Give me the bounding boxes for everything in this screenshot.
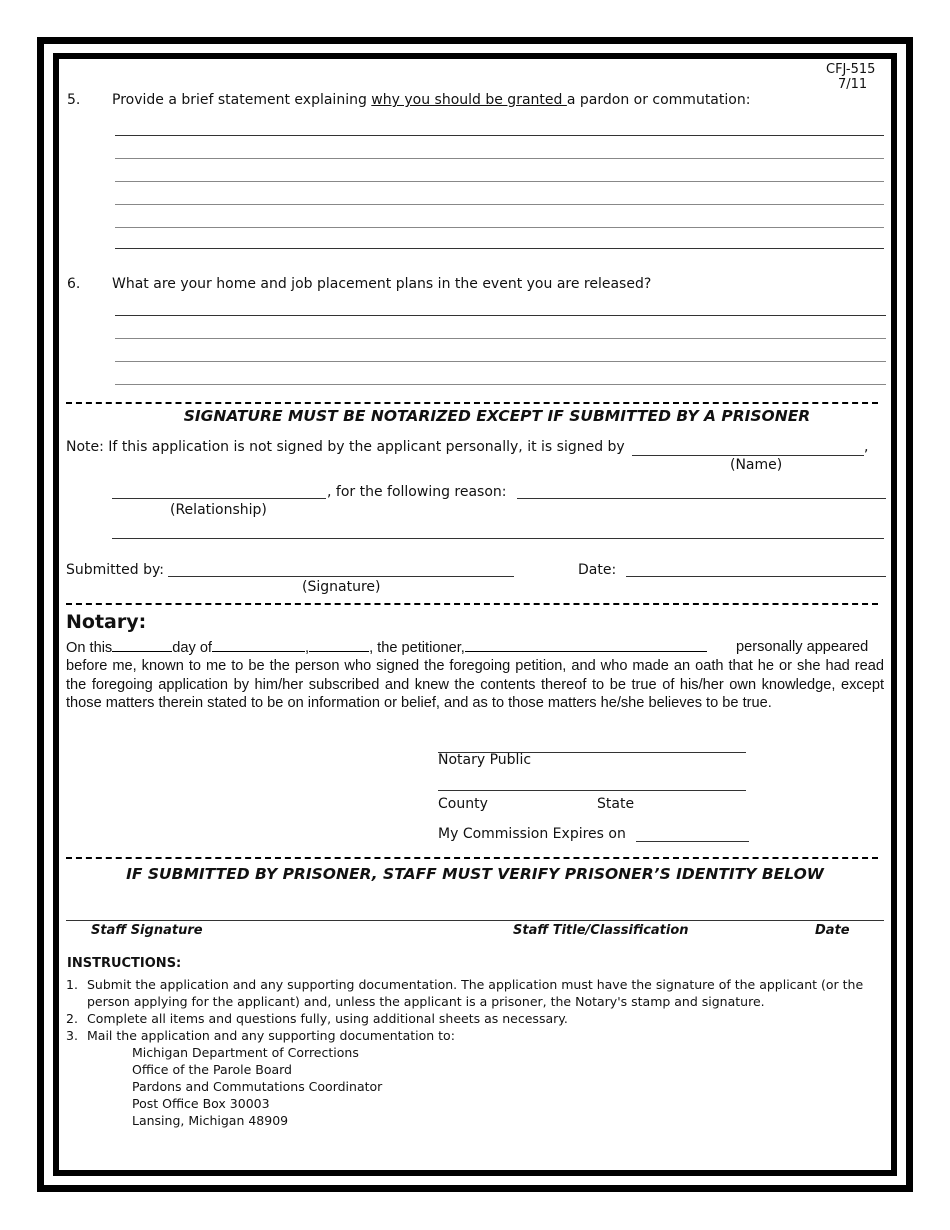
date-label: Date:: [578, 562, 617, 578]
day-of-text: day of: [172, 640, 212, 656]
instruction-number: 3.: [66, 1028, 78, 1043]
address-line: Michigan Department of Corrections: [132, 1045, 359, 1060]
petitioner-name-field[interactable]: [465, 639, 707, 652]
q6-answer-line[interactable]: [115, 361, 886, 362]
appeared-text: personally appeared: [736, 639, 869, 655]
q5-text-after: a pardon or commutation:: [566, 92, 751, 108]
instruction-item: [66, 976, 884, 1010]
instruction-number: 1.: [66, 977, 78, 992]
comma-text: ,: [305, 640, 310, 656]
q6-question: What are your home and job placement plans in the event you are released?: [112, 276, 652, 292]
commission-label: My Commission Expires on: [438, 826, 626, 842]
q5-text-underlined: why you should be granted: [371, 92, 567, 108]
section-divider: [66, 402, 878, 404]
reason-text: , for the following reason:: [327, 484, 507, 500]
staff-signature-label: Staff Signature: [91, 923, 203, 938]
q6-answer-line[interactable]: [115, 338, 886, 339]
notary-first-line: [66, 639, 707, 656]
county-state-field[interactable]: [438, 790, 746, 791]
year-field[interactable]: [309, 639, 369, 652]
on-this-text: On this: [66, 640, 113, 656]
instruction-text: Complete all items and questions fully, using additional sheets as necessary.: [87, 1011, 568, 1026]
form-revision: 7/11: [838, 77, 868, 92]
address-line: Lansing, Michigan 48909: [132, 1113, 289, 1128]
note-text: Note: If this application is not signed by the applicant personally, it is signed by: [66, 439, 625, 455]
notary-public-label: Notary Public: [438, 752, 532, 768]
notary-heading: Notary:: [66, 611, 147, 633]
submitted-by-label: Submitted by:: [66, 562, 164, 578]
instruction-number: 2.: [66, 1011, 78, 1026]
address-line: Pardons and Commutations Coordinator: [132, 1079, 383, 1094]
notary-oath-paragraph: before me, known to me to be the person who signed the foregoing petition, and who made an oath that he or she had read the foregoing application by him/her subscribed and knew the contents thereof to be true of his/her own knowledge, except those matters therein stated to be on information or belief, and as to those matters he/she believes to be true.: [66, 658, 884, 712]
instructions-heading: INSTRUCTIONS:: [67, 956, 182, 971]
form-code: CFJ-515: [826, 62, 876, 77]
commission-expiry-field[interactable]: [636, 841, 749, 842]
address-line: Office of the Parole Board: [132, 1062, 292, 1077]
q5-number: 5.: [67, 92, 81, 108]
instruction-text: Mail the application and any supporting documentation to:: [87, 1028, 455, 1043]
relationship-caption: (Relationship): [170, 502, 267, 518]
date-field[interactable]: [626, 576, 886, 577]
reason-field[interactable]: [517, 498, 886, 499]
instructions-list: [66, 976, 884, 1129]
county-label: County: [438, 796, 488, 812]
month-field[interactable]: [212, 639, 305, 652]
q5-answer-line[interactable]: [115, 204, 884, 205]
section-divider: [66, 603, 878, 605]
instruction-text: Submit the application and any supporting documentation. The application must have the signature of the applicant (or the person applying for the applicant) and, unless the applicant is a prisoner, the Notary's stamp and signature.: [87, 977, 864, 1009]
staff-verification-field[interactable]: [66, 920, 884, 921]
q6-answer-line[interactable]: [115, 384, 886, 385]
q5-answer-line[interactable]: [115, 227, 884, 228]
mailing-address: [66, 1044, 884, 1129]
q5-answer-line[interactable]: [115, 248, 884, 249]
instruction-item: [66, 1010, 884, 1027]
day-field[interactable]: [112, 639, 172, 652]
q5-answer-line[interactable]: [115, 135, 884, 136]
q6-answer-line[interactable]: [115, 315, 886, 316]
signature-caption: (Signature): [302, 579, 381, 595]
notarized-heading: SIGNATURE MUST BE NOTARIZED EXCEPT IF SUBMITTED BY A PRISONER: [183, 407, 811, 425]
signer-name-field[interactable]: [632, 455, 864, 456]
staff-date-label: Date: [815, 923, 850, 938]
submitter-signature-field[interactable]: [168, 576, 514, 577]
name-caption: (Name): [730, 457, 783, 473]
q5-question: [112, 92, 750, 108]
relationship-field[interactable]: [112, 498, 326, 499]
q6-number: 6.: [67, 276, 81, 292]
staff-title-label: Staff Title/Classification: [513, 923, 689, 938]
q5-answer-line[interactable]: [115, 181, 884, 182]
state-label: State: [597, 796, 635, 812]
staff-heading: IF SUBMITTED BY PRISONER, STAFF MUST VERIFY PRISONER’S IDENTITY BELOW: [126, 865, 824, 883]
q5-answer-line[interactable]: [115, 158, 884, 159]
section-divider: [66, 857, 878, 859]
address-line: Post Office Box 30003: [132, 1096, 270, 1111]
q5-text-before: Provide a brief statement explaining: [112, 92, 372, 108]
instruction-item: [66, 1027, 884, 1044]
comma: ,: [864, 439, 869, 455]
petitioner-text: , the petitioner,: [369, 640, 465, 656]
reason-field-continued[interactable]: [112, 538, 884, 539]
